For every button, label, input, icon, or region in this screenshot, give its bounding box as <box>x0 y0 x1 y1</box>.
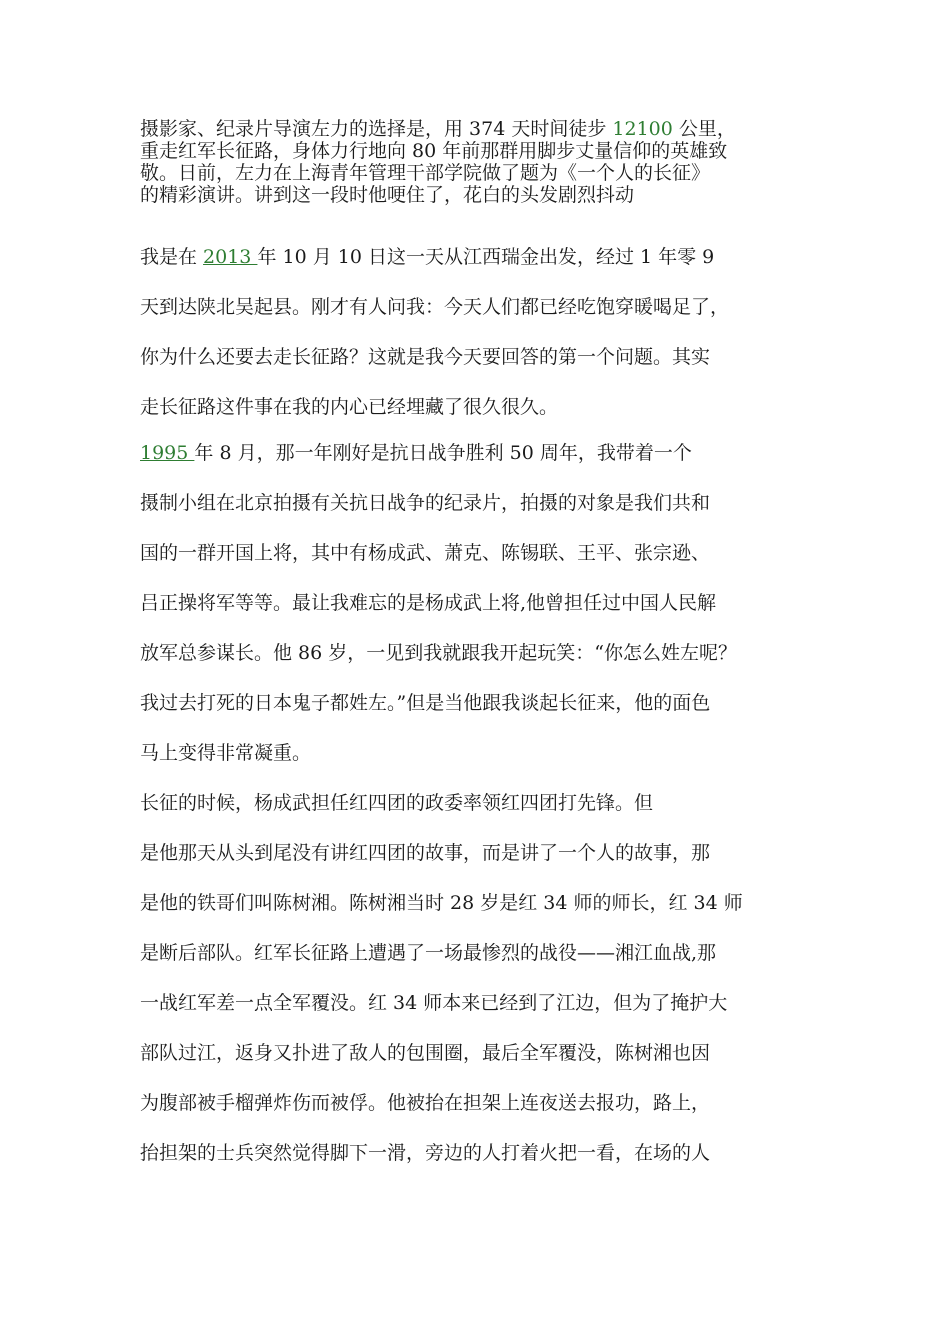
text-line <box>140 428 820 478</box>
text-segment: 重走红军长征路，身体力行地向 80 年前那群用脚步丈量信仰的英雄致 <box>140 140 728 162</box>
text-segment: 的精彩演讲。讲到这一段时他哽住了，花白的头发剧烈抖动 <box>140 184 635 206</box>
text-line <box>140 282 820 332</box>
text-line <box>140 728 820 778</box>
highlighted-number: 12100 <box>612 118 673 140</box>
text-segment: 公里， <box>672 118 736 140</box>
text-line <box>140 528 820 578</box>
text-segment: 是他那天从头到尾没有讲红四团的故事，而是讲了一个人的故事，那 <box>140 842 711 864</box>
text-segment: 我是在 <box>140 246 204 268</box>
text-line <box>140 778 820 828</box>
text-line <box>140 678 820 728</box>
text-segment: 年 10 月 10 日这一天从江西瑞金出发，经过 1 年零 9 <box>257 246 715 268</box>
text-segment: 我过去打死的日本鬼子都姓左。”但是当他跟我谈起长征来，他的面色 <box>140 692 711 714</box>
year-link[interactable]: 2013 <box>203 246 258 268</box>
text-segment: 你为什么还要去走长征路？这就是我今天要回答的第一个问题。其实 <box>140 346 711 368</box>
text-segment: 是他的铁哥们叫陈树湘。陈树湘当时 28 岁是红 34 师的师长，红 34 师 <box>140 892 743 914</box>
text-segment: 部队过江，返身又扑进了敌人的包围圈，最后全军覆没，陈树湘也因 <box>140 1042 711 1064</box>
text-segment: 吕正操将军等等。最让我难忘的是杨成武上将,他曾担任过中国人民解 <box>140 592 717 614</box>
text-line <box>140 878 820 928</box>
text-line <box>140 828 820 878</box>
text-segment: 国的一群开国上将，其中有杨成武、萧克、陈锡联、王平、张宗逊、 <box>140 542 711 564</box>
text-segment: 马上变得非常凝重。 <box>140 742 312 764</box>
text-line <box>140 1128 820 1178</box>
text-line <box>140 232 820 282</box>
text-line <box>140 478 820 528</box>
text-line <box>140 1028 820 1078</box>
paragraph-2 <box>140 428 820 778</box>
text-line <box>140 578 820 628</box>
year-link[interactable]: 1995 <box>140 442 195 464</box>
text-segment: 天到达陕北吴起县。刚才有人问我：今天人们都已经吃饱穿暖喝足了， <box>140 296 730 318</box>
text-line <box>140 928 820 978</box>
text-segment: 放军总参谋长。他 86 岁，一见到我就跟我开起玩笑：“你怎么姓左呢？ <box>140 642 737 664</box>
text-segment: 一战红军差一点全军覆没。红 34 师本来已经到了江边，但为了掩护大 <box>140 992 728 1014</box>
text-line <box>140 1078 820 1128</box>
text-segment: 年 8 月，那一年刚好是抗日战争胜利 50 周年，我带着一个 <box>194 442 692 464</box>
text-segment: 抬担架的士兵突然觉得脚下一滑，旁边的人打着火把一看，在场的人 <box>140 1142 711 1164</box>
text-line <box>140 140 840 162</box>
text-segment: 是断后部队。红军长征路上遭遇了一场最惨烈的战役——湘江血战,那 <box>140 942 717 964</box>
text-line <box>140 118 840 140</box>
text-segment: 摄影家、纪录片导演左力的选择是，用 374 天时间徒步 <box>140 118 613 140</box>
text-segment: 长征的时候，杨成武担任红四团的政委率领红四团打先锋。但 <box>140 792 654 814</box>
text-line <box>140 332 820 382</box>
text-line <box>140 628 820 678</box>
text-line <box>140 382 820 432</box>
text-segment: 摄制小组在北京拍摄有关抗日战争的纪录片，拍摄的对象是我们共和 <box>140 492 711 514</box>
text-segment: 敬。日前，左力在上海青年管理干部学院做了题为《一个人的长征》 <box>140 162 711 184</box>
intro-paragraph <box>140 118 840 206</box>
text-segment: 走长征路这件事在我的内心已经埋藏了很久很久。 <box>140 396 559 418</box>
text-line <box>140 184 840 206</box>
text-line <box>140 162 840 184</box>
text-line <box>140 978 820 1028</box>
paragraph-3 <box>140 778 820 1178</box>
text-segment: 为腹部被手榴弹炸伤而被俘。他被抬在担架上连夜送去报功，路上， <box>140 1092 711 1114</box>
paragraph-1 <box>140 232 820 432</box>
